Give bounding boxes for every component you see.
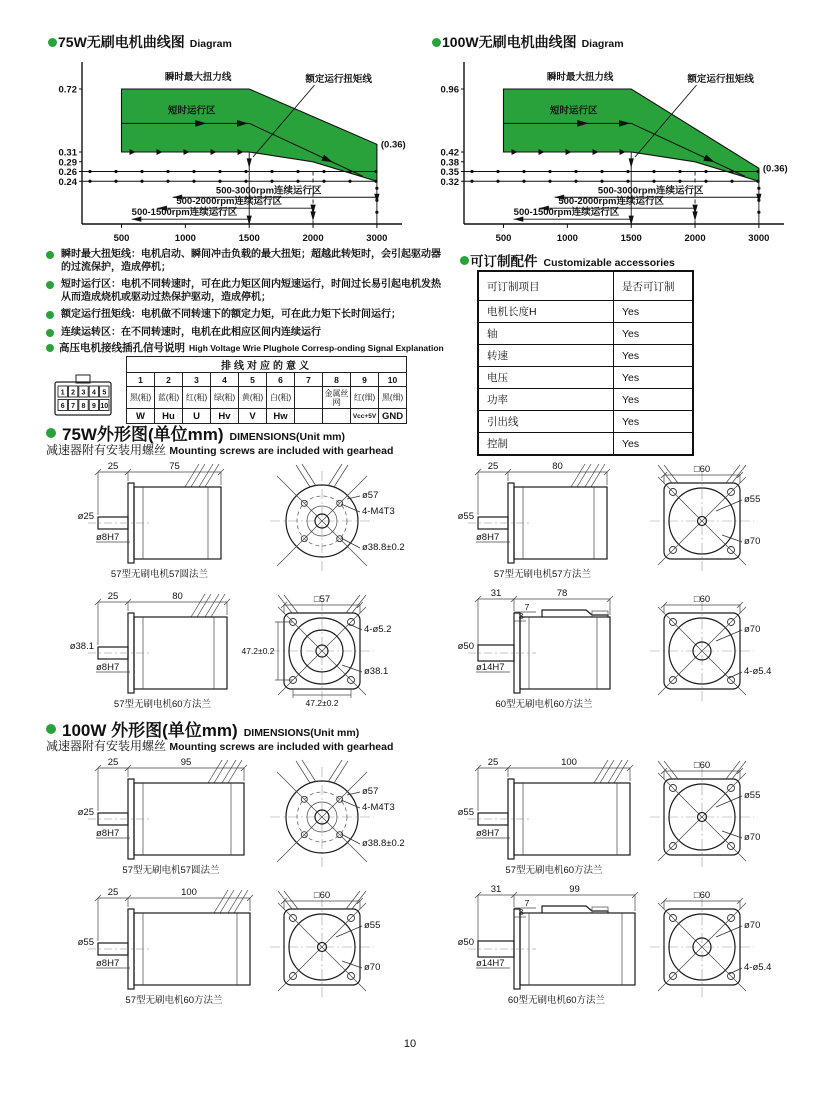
bullet-icon	[48, 38, 57, 47]
svg-text:1000: 1000	[556, 233, 578, 244]
section-title-zh: 100W 外形图(单位mm)	[62, 721, 238, 740]
svg-text:3000: 3000	[748, 233, 770, 244]
section-100w-subtitle	[46, 737, 393, 754]
accessories-cell: Yes	[614, 367, 694, 389]
wire-cell: 黑(粗)	[127, 387, 155, 409]
accessories-row	[478, 345, 693, 367]
svg-text:ø55: ø55	[457, 807, 474, 818]
drawings-grid-100w	[46, 755, 806, 1007]
chart-title-en: Diagram	[581, 38, 624, 50]
accessories-title-zh: 可订制配件	[470, 254, 538, 269]
subtitle-en: Mounting screws are included with gearhead	[169, 445, 394, 457]
section-title-en: DIMENSIONS(Unit mm)	[243, 727, 360, 739]
svg-text:500-3000rpm连续运行区: 500-3000rpm连续运行区	[215, 185, 322, 197]
bullet-icon	[46, 428, 56, 438]
accessories-cell: 电机长度H	[478, 301, 614, 323]
svg-text:瞬时最大扭力线: 瞬时最大扭力线	[546, 72, 614, 83]
svg-text:ø38.1: ø38.1	[69, 641, 94, 652]
bullet-icon	[46, 724, 56, 734]
svg-text:1500: 1500	[620, 233, 642, 244]
note-text: 短时运行区：电机不同转速时，可在此力矩区间内短速运行，时间过长易引起电机发热从而造成烧机或驱动过热保护驱动，造成停机；	[61, 279, 441, 303]
svg-text:ø8H7: ø8H7	[476, 828, 500, 839]
bullet-icon	[432, 38, 441, 47]
svg-text:ø38.1: ø38.1	[364, 666, 389, 677]
accessories-cell: 轴	[478, 323, 614, 345]
accessories-row	[478, 301, 693, 323]
svg-text:ø8H7: ø8H7	[96, 828, 120, 839]
svg-text:3: 3	[518, 907, 524, 917]
svg-text:ø8H7: ø8H7	[476, 532, 500, 543]
svg-text:ø38.8±0.2: ø38.8±0.2	[362, 542, 405, 553]
svg-text:ø38.8±0.2: ø38.8±0.2	[362, 838, 405, 849]
accessories-cell: Yes	[614, 345, 694, 367]
svg-text:57型无刷电机57圆法兰: 57型无刷电机57圆法兰	[122, 865, 220, 876]
svg-text:57型无刷电机60方法兰: 57型无刷电机60方法兰	[125, 995, 223, 1006]
section-title-en: DIMENSIONS(Unit mm)	[229, 431, 346, 443]
svg-text:47.2±0.2: 47.2±0.2	[241, 646, 275, 656]
svg-text:□60: □60	[693, 594, 711, 605]
notes-list	[46, 249, 446, 344]
svg-text:ø55: ø55	[744, 494, 761, 505]
section-title-zh: 75W外形图(单位mm)	[62, 425, 224, 444]
svg-text:□60: □60	[693, 760, 711, 771]
accessories-header: 是否可订制	[614, 271, 694, 301]
svg-text:4-M4T3: 4-M4T3	[362, 506, 395, 517]
svg-text:ø25: ø25	[77, 511, 94, 522]
svg-text:78: 78	[556, 589, 568, 599]
svg-text:25: 25	[487, 757, 499, 768]
svg-text:ø8H7: ø8H7	[96, 958, 120, 969]
wire-signal-table	[126, 356, 407, 424]
svg-text:500-2000rpm连续运行区: 500-2000rpm连续运行区	[176, 196, 282, 208]
svg-text:75: 75	[169, 461, 180, 472]
svg-text:100: 100	[561, 757, 577, 768]
accessories-cell: Yes	[614, 323, 694, 345]
accessories-row	[478, 411, 693, 433]
svg-text:4-ø5.4: 4-ø5.4	[744, 962, 772, 973]
subtitle-zh: 减速器附有安装用螺丝	[46, 443, 167, 457]
note-item	[46, 279, 446, 304]
wire-cell: GND	[379, 409, 407, 424]
svg-text:ø8H7: ø8H7	[96, 662, 120, 673]
accessories-cell: 电压	[478, 367, 614, 389]
svg-text:额定运行扭矩线: 额定运行扭矩线	[687, 74, 754, 85]
svg-text:25: 25	[107, 757, 119, 768]
wire-cell: Hv	[211, 409, 239, 424]
drawings-grid-75w	[46, 459, 806, 711]
svg-text:ø50: ø50	[457, 641, 474, 652]
svg-text:ø70: ø70	[364, 962, 381, 973]
svg-text:ø70: ø70	[744, 920, 761, 931]
svg-text:31: 31	[490, 589, 502, 599]
accessories-row	[478, 433, 693, 456]
dimension-drawing	[426, 459, 798, 581]
svg-text:500-3000rpm连续运行区: 500-3000rpm连续运行区	[597, 185, 704, 197]
svg-text:57型无刷电机60方法兰: 57型无刷电机60方法兰	[505, 865, 603, 876]
wire-cell	[295, 387, 323, 409]
note-text: 瞬时最大扭矩线：电机启动、瞬间冲击负载的最大扭矩；超越此转矩时，会引起驱动器的过流保护，造成停机；	[61, 249, 441, 273]
svg-text:(0.36): (0.36)	[762, 163, 788, 175]
torque-speed-chart-100w	[424, 48, 800, 251]
svg-text:47.2±0.2: 47.2±0.2	[305, 698, 339, 708]
svg-text:500-2000rpm连续运行区: 500-2000rpm连续运行区	[558, 196, 664, 208]
svg-text:ø50: ø50	[457, 937, 474, 948]
svg-text:57型无刷电机57圆法兰: 57型无刷电机57圆法兰	[110, 569, 209, 580]
svg-text:1: 1	[60, 389, 65, 397]
svg-text:60型无刷电机60方法兰: 60型无刷电机60方法兰	[507, 995, 606, 1006]
wire-cell: 黑(细)	[379, 387, 407, 409]
accessories-cell: Yes	[614, 411, 694, 433]
dimension-drawing	[46, 459, 418, 581]
accessories-cell: Yes	[614, 301, 694, 323]
svg-text:3: 3	[518, 611, 524, 621]
svg-text:25: 25	[107, 591, 119, 602]
svg-text:ø14H7: ø14H7	[476, 958, 505, 969]
svg-text:0.24: 0.24	[58, 176, 77, 188]
svg-text:0.31: 0.31	[58, 147, 77, 159]
wire-note-en: High Voltage Wrie Plughole Corresp-onding Signal Explanation	[189, 343, 444, 353]
note-item	[46, 309, 446, 322]
accessories-table	[477, 270, 694, 456]
svg-text:7: 7	[524, 898, 530, 908]
wire-table-title: 排线对应的意义	[127, 357, 407, 373]
svg-text:ø55: ø55	[457, 511, 474, 522]
bullet-icon	[46, 251, 54, 259]
svg-text:1500: 1500	[238, 233, 260, 244]
svg-text:500: 500	[113, 233, 130, 244]
svg-text:(0.36): (0.36)	[380, 139, 406, 151]
bullet-icon	[46, 311, 54, 319]
svg-text:0.32: 0.32	[440, 176, 459, 188]
svg-text:7: 7	[524, 602, 530, 612]
svg-text:3000: 3000	[366, 233, 388, 244]
svg-text:10: 10	[100, 403, 109, 410]
wire-table-area	[52, 356, 407, 424]
note-item	[46, 249, 446, 274]
svg-text:ø8H7: ø8H7	[96, 532, 120, 543]
svg-text:2: 2	[71, 389, 76, 397]
svg-text:4-ø5.2: 4-ø5.2	[364, 624, 392, 635]
note-text: 连续运转区：在不同转速时，电机在此相应区间内连续运行	[61, 326, 321, 338]
wire-cell: 2	[155, 373, 183, 387]
accessories-row	[478, 367, 693, 389]
dimension-drawing	[46, 885, 418, 1007]
bullet-icon	[46, 344, 54, 352]
svg-text:ø57: ø57	[362, 490, 379, 501]
subtitle-zh: 减速器附有安装用螺丝	[46, 739, 167, 753]
wire-cell: 绿(粗)	[211, 387, 239, 409]
wire-cell: Vcc+5V	[351, 409, 379, 424]
svg-text:0.42: 0.42	[440, 147, 459, 159]
chart-title-en: Diagram	[189, 38, 232, 50]
svg-text:0.96: 0.96	[440, 84, 459, 96]
svg-text:25: 25	[107, 461, 119, 472]
svg-text:□57: □57	[313, 594, 331, 605]
wire-cell: 4	[211, 373, 239, 387]
wire-cell: 白(粗)	[267, 387, 295, 409]
svg-text:57型无刷电机60方法兰: 57型无刷电机60方法兰	[113, 699, 212, 710]
wire-cell: 3	[183, 373, 211, 387]
wire-cell: W	[127, 409, 155, 424]
svg-text:□60: □60	[693, 890, 711, 901]
svg-text:□60: □60	[693, 464, 711, 475]
accessories-row	[478, 389, 693, 411]
accessories-cell: Yes	[614, 389, 694, 411]
svg-text:60型无刷电机60方法兰: 60型无刷电机60方法兰	[495, 699, 593, 710]
svg-text:80: 80	[552, 461, 563, 472]
svg-text:80: 80	[172, 591, 183, 602]
subtitle-en: Mounting screws are included with gearhead	[169, 741, 394, 753]
dimension-drawing	[426, 885, 798, 1007]
svg-text:4: 4	[91, 389, 96, 397]
svg-text:ø14H7: ø14H7	[476, 662, 505, 673]
wire-cell: 10	[379, 373, 407, 387]
connector-icon	[52, 373, 114, 424]
accessories-cell: 控制	[478, 433, 614, 456]
wire-cell: V	[239, 409, 267, 424]
note-item	[46, 327, 446, 340]
dimension-drawing	[46, 589, 418, 711]
accessories-cell: 转速	[478, 345, 614, 367]
svg-text:ø55: ø55	[744, 790, 761, 801]
svg-text:100: 100	[181, 887, 197, 898]
svg-text:99: 99	[569, 885, 580, 895]
svg-text:500: 500	[495, 233, 512, 244]
note-text: 额定运行扭矩线：电机做不同转速下的额定力矩，可在此力矩下长时间运行；	[61, 309, 401, 320]
svg-text:8: 8	[81, 403, 86, 410]
wire-cell: 1	[127, 373, 155, 387]
svg-text:□60: □60	[313, 890, 331, 901]
accessories-cell: Yes	[614, 433, 694, 456]
wire-cell: 红(细)	[351, 387, 379, 409]
dimension-drawing	[46, 755, 418, 877]
accessories-title-en: Customizable accessories	[543, 257, 675, 269]
wire-cell: 金属丝网	[324, 388, 349, 407]
bullet-icon	[460, 256, 469, 265]
chart-title-zh: 100W无刷电机曲线图	[442, 34, 577, 50]
accessories-row	[478, 323, 693, 345]
wire-cell: Hu	[155, 409, 183, 424]
svg-text:4-M4T3: 4-M4T3	[362, 802, 395, 813]
svg-text:7: 7	[71, 403, 76, 410]
accessories-cell: 功率	[478, 389, 614, 411]
wire-cell: 8	[323, 373, 351, 387]
svg-text:95: 95	[180, 757, 192, 768]
wire-cell: 黄(粗)	[239, 387, 267, 409]
svg-text:ø55: ø55	[364, 920, 381, 931]
svg-text:短时运行区: 短时运行区	[167, 105, 216, 117]
svg-text:9: 9	[91, 403, 96, 410]
svg-text:ø57: ø57	[362, 786, 379, 797]
dimension-drawing	[426, 589, 798, 711]
wire-cell: 红(粗)	[183, 387, 211, 409]
accessories-header: 可订制项目	[478, 271, 614, 301]
page-number: 10	[403, 1038, 417, 1050]
svg-text:ø70: ø70	[744, 536, 761, 547]
wire-note-zh: 高压电机接线插孔信号说明	[59, 342, 185, 354]
svg-text:6: 6	[60, 403, 65, 410]
chart-title-zh: 75W无刷电机曲线图	[58, 34, 185, 50]
torque-speed-chart-75w	[42, 48, 418, 251]
svg-text:额定运行扭矩线: 额定运行扭矩线	[305, 74, 372, 85]
svg-text:ø70: ø70	[744, 624, 761, 635]
svg-text:ø55: ø55	[77, 937, 94, 948]
wire-cell: Hw	[267, 409, 295, 424]
svg-text:5: 5	[102, 389, 107, 397]
wire-cell: U	[183, 409, 211, 424]
svg-text:25: 25	[487, 461, 499, 472]
svg-text:31: 31	[490, 885, 502, 895]
svg-text:2000: 2000	[302, 233, 324, 244]
svg-text:57型无刷电机57方法兰: 57型无刷电机57方法兰	[493, 569, 592, 580]
dimension-drawing	[426, 755, 798, 877]
svg-text:500-1500rpm连续运行区: 500-1500rpm连续运行区	[513, 207, 620, 219]
wire-cell: 蓝(粗)	[155, 387, 183, 409]
svg-text:4-ø5.4: 4-ø5.4	[744, 666, 772, 677]
svg-text:0.29: 0.29	[58, 157, 77, 169]
wire-cell: 9	[351, 373, 379, 387]
bullet-icon	[46, 329, 54, 337]
svg-text:2000: 2000	[684, 233, 706, 244]
wire-cell: 6	[267, 373, 295, 387]
wire-note	[46, 340, 444, 355]
wire-cell: 7	[295, 373, 323, 387]
accessories-title	[460, 250, 675, 270]
svg-text:1000: 1000	[174, 233, 196, 244]
svg-text:3: 3	[81, 389, 86, 397]
svg-text:ø25: ø25	[77, 807, 94, 818]
svg-text:0.38: 0.38	[440, 157, 459, 169]
svg-text:500-1500rpm连续运行区: 500-1500rpm连续运行区	[131, 207, 238, 219]
bullet-icon	[46, 281, 54, 289]
svg-text:ø70: ø70	[744, 832, 761, 843]
svg-text:短时运行区: 短时运行区	[549, 105, 598, 117]
svg-text:25: 25	[107, 887, 119, 898]
svg-text:0.35: 0.35	[440, 167, 459, 178]
svg-text:0.26: 0.26	[58, 167, 77, 178]
accessories-cell: 引出线	[478, 411, 614, 433]
svg-text:瞬时最大扭力线: 瞬时最大扭力线	[164, 72, 232, 83]
svg-text:0.72: 0.72	[58, 84, 77, 96]
section-75w-subtitle	[46, 441, 393, 458]
wire-cell: 5	[239, 373, 267, 387]
